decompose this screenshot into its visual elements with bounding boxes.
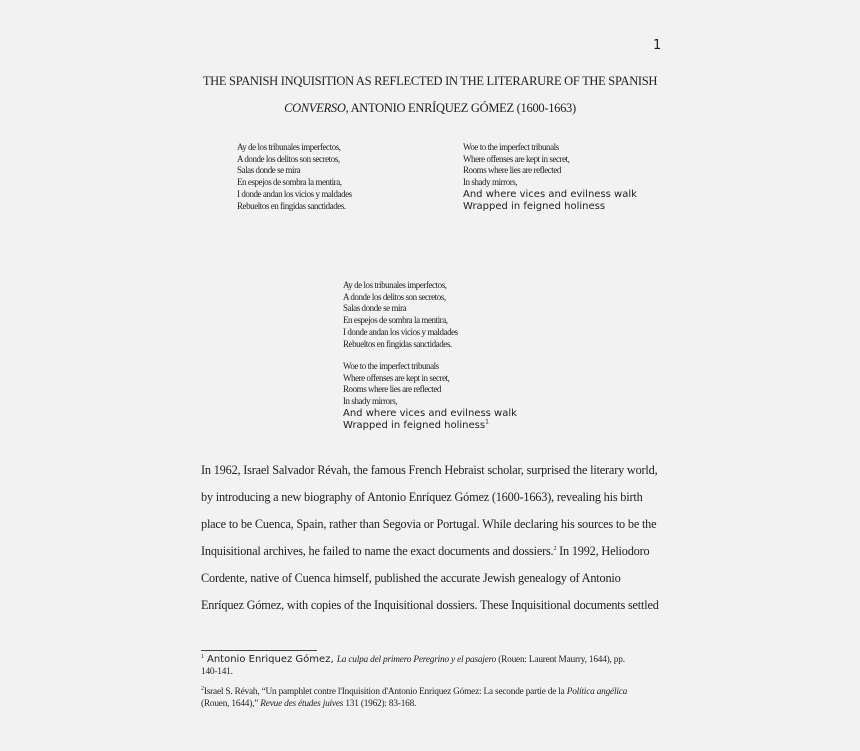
- footnote-publication: (Rouen: Laurent Maurry, 1644), pp.: [496, 655, 625, 665]
- footnote-marker: 1: [485, 418, 489, 426]
- verse-english-top: [463, 142, 637, 214]
- verse-line: I donde andan los vicios y maldades: [237, 188, 352, 199]
- verse-line: Woe to the imperfect tribunals: [463, 142, 559, 152]
- verse-line: And where vices and evilness walk: [463, 188, 637, 200]
- body-line-text: Inquisitional archives, he failed to name the exact documents and dossiers.: [201, 544, 554, 558]
- footnote-number: 1: [201, 653, 204, 660]
- footnote-number: 2: [201, 685, 204, 692]
- body-line: Enríquez Gómez, with copies of the Inquisitional dossiers. These Inquisitional documents settled: [201, 598, 659, 612]
- footnote-author: Antonio Enriquez Gómez,: [203, 654, 337, 665]
- body-line: In 1962, Israel Salvador Révah, the famous French Hebraist scholar, surprised the literary world,: [201, 463, 658, 477]
- footnote-work-title: Política angélica: [566, 687, 628, 697]
- verse-line: I donde andan los vicios y maldades: [343, 326, 458, 337]
- footnote-separator: [201, 650, 317, 651]
- verse-line: En espejos de sombra la mentira,: [237, 177, 342, 188]
- title-line-1: THE SPANISH INQUISITION AS REFLECTED IN THE LITERARURE OF THE SPANISH: [202, 74, 658, 88]
- verse-line: Wrapped in feigned holiness: [463, 201, 606, 213]
- verse-line: Rooms where lies are reflected: [463, 165, 561, 176]
- footnote-text: 131 (1962): 83-168.: [343, 699, 417, 709]
- footnote-line: [201, 654, 625, 666]
- footnote-text: Israel S. Révah, “Un pamphlet contre l'Inquisition d'Antonio Enriquez Gómez: La seconde partie de la: [203, 687, 567, 697]
- verse-line: A donde los delitos son secretos,: [343, 291, 446, 302]
- page-number: 1: [653, 38, 662, 53]
- verse-line: Salas donde se mira: [237, 165, 301, 176]
- title-line-2: [0, 101, 860, 116]
- verse-line: And where vices and evilness walk: [343, 407, 517, 419]
- footnote-2: [201, 686, 627, 710]
- verse-line: Rebueltos en fingidas sanctidades.: [237, 200, 346, 211]
- title-italic-word: CONVERSO: [284, 101, 346, 115]
- verse-line: In shady mirrors,: [463, 177, 518, 188]
- footnote-work-title: La culpa del primero Peregrino y el pasajero: [336, 655, 497, 665]
- verse-line: A donde los delitos son secretos,: [237, 153, 340, 164]
- verse-line-text: Wrapped in feigned holiness: [343, 420, 486, 432]
- footnote-1: [201, 654, 625, 678]
- verse-line: Woe to the imperfect tribunals: [343, 361, 439, 371]
- verse-line: Rooms where lies are reflected: [343, 384, 441, 395]
- verse-line: Salas donde se mira: [343, 303, 407, 314]
- verse-line: [343, 420, 517, 433]
- body-line: by introducing a new biography of Antonio Enríquez Gómez (1600-1663), revealing his birth: [201, 490, 643, 504]
- verse-line: Where offenses are kept in secret,: [463, 153, 570, 164]
- title-line-2-rest: , ANTONIO ENRÍQUEZ GÓMEZ (1600-1663): [345, 101, 576, 115]
- body-line: [201, 538, 671, 565]
- verse-spanish-mid: [343, 280, 458, 350]
- body-line: Cordente, native of Cuenca himself, published the accurate Jewish genealogy of Antonio: [201, 571, 621, 585]
- footnote-line: [201, 698, 627, 710]
- footnote-text: (Rouen, 1644),”: [201, 699, 261, 709]
- verse-spanish-top: [237, 142, 352, 212]
- footnote-journal: Revue des études juives: [260, 699, 344, 709]
- verse-line: Where offenses are kept in secret,: [343, 372, 450, 383]
- verse-english-mid: [343, 361, 517, 433]
- verse-line: In shady mirrors,: [343, 396, 398, 407]
- body-paragraph: [201, 457, 671, 619]
- body-line: place to be Cuenca, Spain, rather than Segovia or Portugal. While declaring his sources to be the: [201, 517, 657, 531]
- body-line-text: In 1992, Heliodoro: [556, 544, 650, 558]
- verse-line: Ay de los tribunales imperfectos,: [343, 280, 447, 290]
- footnote-marker: 2: [553, 545, 557, 552]
- verse-line: Ay de los tribunales imperfectos,: [237, 142, 341, 152]
- verse-line: Rebueltos en fingidas sanctidades.: [343, 338, 452, 349]
- verse-line: En espejos de sombra la mentira,: [343, 315, 448, 326]
- footnote-line: [201, 686, 627, 698]
- footnote-line: 140-141.: [201, 667, 233, 677]
